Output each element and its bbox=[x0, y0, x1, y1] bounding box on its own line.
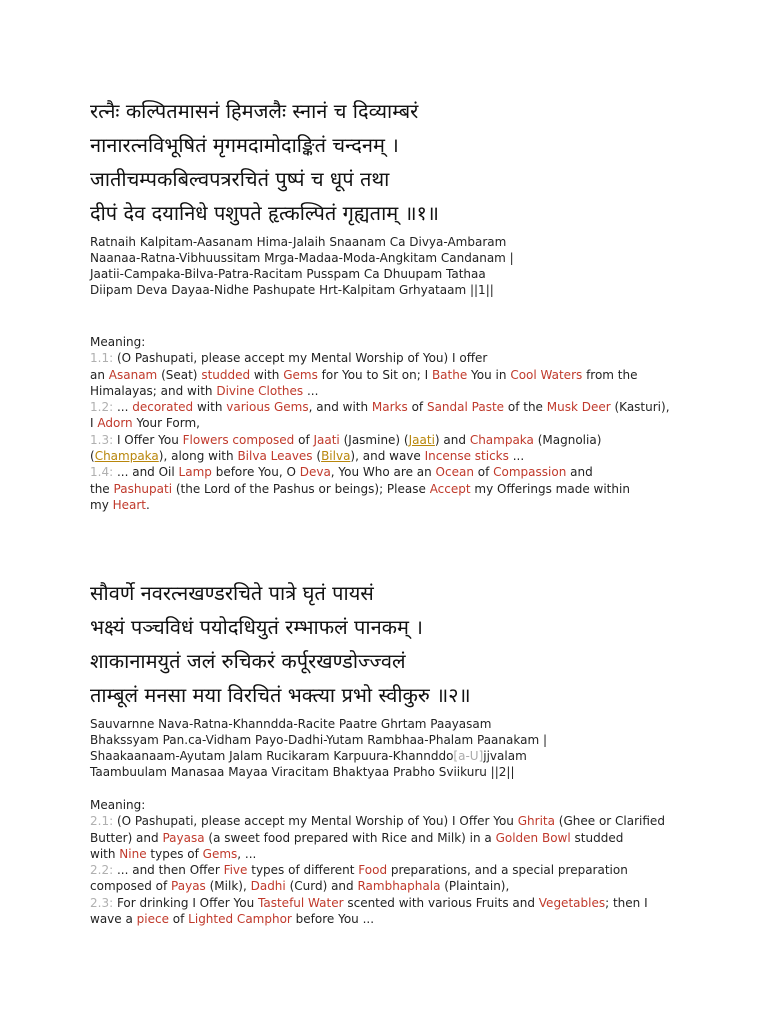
meaning-line bbox=[90, 464, 730, 480]
text: (O Pashupati, please accept my Mental Worship of You) I offer bbox=[113, 351, 488, 366]
term-gems: Gems bbox=[202, 846, 238, 861]
term-ocean: Ocean bbox=[435, 465, 474, 480]
text: ... bbox=[508, 449, 525, 464]
term-flowers-composed: Flowers composed bbox=[182, 432, 295, 447]
text: jjvalam bbox=[483, 749, 527, 763]
line-number: 1.4: bbox=[90, 465, 114, 480]
text: an bbox=[90, 367, 109, 382]
text: from the bbox=[582, 367, 638, 382]
term-bilva-leaves: Bilva Leaves bbox=[237, 449, 313, 464]
verse-2-transliteration bbox=[90, 716, 730, 780]
meaning-line bbox=[90, 432, 730, 448]
term-golden-bowl: Golden Bowl bbox=[495, 830, 571, 845]
term-sandal-paste: Sandal Paste bbox=[426, 400, 505, 415]
term-pashupati: Pashupati bbox=[113, 481, 173, 496]
term-deva: Deva bbox=[299, 465, 331, 480]
meaning-line bbox=[90, 911, 730, 927]
line-number: 1.1: bbox=[90, 351, 114, 366]
line-number: 2.1: bbox=[90, 814, 114, 829]
text: and bbox=[566, 465, 593, 480]
term-compassion: Compassion bbox=[493, 465, 567, 480]
line-number: 1.3: bbox=[90, 432, 114, 447]
translit-line: Diipam Deva Dayaa-Nidhe Pashupate Hrt-Kalpitam Grhyataam ||1|| bbox=[90, 283, 494, 297]
text: composed of bbox=[90, 879, 172, 894]
text: ... and then Offer bbox=[113, 863, 224, 878]
verse-2-devanagari-line: भक्ष्यं पञ्चविधं पयोदधियुतं रम्भाफलं पानकम् । bbox=[90, 615, 423, 639]
meaning-line bbox=[90, 830, 730, 846]
text: my bbox=[90, 497, 113, 512]
text: (O Pashupati, please accept my Mental Worship of You) I Offer You bbox=[113, 814, 518, 829]
translit-line: Bhakssyam Pan.ca-Vidham Payo-Dadhi-Yutam Rambhaa-Phalam Paanakam | bbox=[90, 733, 548, 747]
term-five: Five bbox=[223, 863, 248, 878]
term-musk-deer: Musk Deer bbox=[546, 400, 611, 415]
meaning-line bbox=[90, 448, 730, 464]
translit-line: Jaatii-Campaka-Bilva-Patra-Racitam Pusspam Ca Dhuupam Tathaa bbox=[90, 267, 486, 281]
verse-1-devanagari-line: जातीचम्पकबिल्वपत्ररचितं पुष्पं च धूपं तथा bbox=[90, 167, 390, 191]
line-number: 2.3: bbox=[90, 895, 114, 910]
text: (the Lord of the Pashus or beings); Please bbox=[172, 481, 430, 496]
text: , and with bbox=[308, 400, 372, 415]
text: of bbox=[407, 400, 427, 415]
text: ), along with bbox=[158, 449, 238, 464]
text: (Kasturi), bbox=[610, 400, 670, 415]
term-lamp: Lamp bbox=[178, 465, 212, 480]
translit-line: Naanaa-Ratna-Vibhuussitam Mrga-Madaa-Moda-Angkitam Candanam | bbox=[90, 251, 514, 265]
term-various-gems: various Gems bbox=[226, 400, 309, 415]
verse-1-devanagari-line: दीपं देव दयानिधे पशुपते हृत्कल्पितं गृह्यताम् ॥१॥ bbox=[90, 201, 439, 225]
text: preparations, and a special preparation bbox=[387, 863, 628, 878]
text: . bbox=[146, 497, 150, 512]
text: wave a bbox=[90, 912, 137, 927]
text: (Jasmine) ( bbox=[339, 432, 409, 447]
text: scented with various Fruits and bbox=[343, 895, 539, 910]
link-jaati[interactable]: Jaati bbox=[408, 432, 435, 447]
line-number: 2.2: bbox=[90, 863, 114, 878]
verse-1-transliteration bbox=[90, 234, 730, 298]
text: ; then I bbox=[605, 895, 648, 910]
term-food: Food bbox=[358, 863, 388, 878]
term-cool-waters: Cool Waters bbox=[510, 367, 583, 382]
verse-2-meaning bbox=[90, 797, 730, 927]
text: You in bbox=[467, 367, 511, 382]
line-number: 1.2: bbox=[90, 400, 114, 415]
term-nine: Nine bbox=[119, 846, 147, 861]
text: (Magnolia) bbox=[533, 432, 602, 447]
verse-2-devanagari-line: शाकानामयुतं जलं रुचिकरं कर्पूरखण्डोज्ज्वलं bbox=[90, 649, 406, 673]
meaning-line bbox=[90, 383, 730, 399]
text: with bbox=[193, 400, 227, 415]
link-bilva[interactable]: Bilva bbox=[321, 449, 351, 464]
text: (Curd) and bbox=[285, 879, 358, 894]
verse-1-devanagari-line: नानारत्नविभूषितं मृगमदामोदाङ्कितं चन्दनम् । bbox=[90, 133, 399, 157]
meaning-line bbox=[90, 367, 730, 383]
text: ... bbox=[303, 383, 319, 398]
text: with bbox=[90, 846, 120, 861]
text: For drinking I Offer You bbox=[113, 895, 259, 910]
text: ( bbox=[90, 449, 95, 464]
text-variant: [a-U] bbox=[453, 749, 484, 763]
term-lighted-camphor: Lighted Camphor bbox=[188, 912, 292, 927]
text: of bbox=[294, 432, 314, 447]
text: Shaakaanaam-Ayutam Jalam Rucikaram Karpuura-Khannddo bbox=[90, 749, 454, 763]
text: the bbox=[90, 481, 114, 496]
meaning-line bbox=[90, 846, 730, 862]
verse-1-devanagari bbox=[90, 94, 730, 230]
meaning-line bbox=[90, 895, 730, 911]
text: (a sweet food prepared with Rice and Milk) in a bbox=[204, 830, 496, 845]
verse-1-devanagari-line: रत्नैः कल्पितमासनं हिमजलैः स्नानं च दिव्याम्बरं bbox=[90, 99, 419, 123]
term-accept: Accept bbox=[429, 481, 471, 496]
term-ghrita: Ghrita bbox=[517, 814, 555, 829]
term-vegetables: Vegetables bbox=[538, 895, 606, 910]
text: I Offer You bbox=[113, 432, 183, 447]
term-divine-clothes: Divine Clothes bbox=[216, 383, 304, 398]
verse-2-devanagari-line: सौवर्णे नवरत्नखण्डरचिते पात्रे घृतं पायसं bbox=[90, 581, 374, 605]
translit-line: Ratnaih Kalpitam-Aasanam Hima-Jalaih Snaanam Ca Divya-Ambaram bbox=[90, 235, 507, 249]
text: I bbox=[90, 416, 98, 431]
text: my Offerings made within bbox=[470, 481, 630, 496]
translit-line: Sauvarnne Nava-Ratna-Khanndda-Racite Paatre Ghrtam Paayasam bbox=[90, 717, 492, 731]
meaning-label: Meaning: bbox=[90, 798, 146, 812]
verse-2-devanagari-line: ताम्बूलं मनसा मया विरचितं भक्त्या प्रभो स्वीकुरु ॥२॥ bbox=[90, 683, 471, 707]
meaning-line bbox=[90, 497, 730, 513]
term-gems: Gems bbox=[283, 367, 318, 382]
text: (Milk), bbox=[205, 879, 251, 894]
verse-2-devanagari bbox=[90, 576, 730, 712]
term-heart: Heart bbox=[112, 497, 147, 512]
text: studded bbox=[570, 830, 624, 845]
text: of the bbox=[504, 400, 547, 415]
meaning-label: Meaning: bbox=[90, 335, 146, 349]
verse-1-meaning bbox=[90, 334, 730, 513]
term-studded: studded bbox=[201, 367, 251, 382]
text: ) and bbox=[434, 432, 470, 447]
term-asanam: Asanam bbox=[108, 367, 158, 382]
term-champaka: Champaka bbox=[469, 432, 534, 447]
term-piece: piece bbox=[136, 912, 169, 927]
meaning-line bbox=[90, 878, 730, 894]
translit-line bbox=[90, 748, 730, 764]
text: ... bbox=[113, 400, 133, 415]
text: , ... bbox=[237, 846, 257, 861]
text: ... and Oil bbox=[113, 465, 179, 480]
meaning-line bbox=[90, 350, 730, 366]
meaning-line bbox=[90, 862, 730, 878]
term-dadhi: Dadhi bbox=[250, 879, 286, 894]
text: , You Who are an bbox=[330, 465, 436, 480]
text: ), and wave bbox=[350, 449, 425, 464]
meaning-line bbox=[90, 481, 730, 497]
term-marks: Marks bbox=[371, 400, 408, 415]
text: with bbox=[250, 367, 284, 382]
text: ( bbox=[312, 449, 322, 464]
text: Butter) and bbox=[90, 830, 163, 845]
text: (Ghee or Clarified bbox=[554, 814, 665, 829]
term-adorn: Adorn bbox=[97, 416, 133, 431]
meaning-line bbox=[90, 813, 730, 829]
link-champaka[interactable]: Champaka bbox=[94, 449, 159, 464]
text: types of bbox=[146, 846, 203, 861]
text: before You ... bbox=[291, 912, 375, 927]
text: Himalayas; and with bbox=[90, 383, 217, 398]
text: for You to Sit on; I bbox=[317, 367, 432, 382]
text: types of different bbox=[247, 863, 359, 878]
text: (Plaintain), bbox=[440, 879, 510, 894]
term-jaati: Jaati bbox=[313, 432, 340, 447]
text: before You, O bbox=[211, 465, 300, 480]
term-decorated: decorated bbox=[132, 400, 194, 415]
text: (Seat) bbox=[157, 367, 202, 382]
text: Your Form, bbox=[132, 416, 200, 431]
meaning-line bbox=[90, 415, 730, 431]
term-payasa: Payasa bbox=[162, 830, 205, 845]
term-rambhaphala: Rambhaphala bbox=[357, 879, 441, 894]
translit-line: Taambuulam Manasaa Mayaa Viracitam Bhaktyaa Prabho Sviikuru ||2|| bbox=[90, 765, 515, 779]
term-incense-sticks: Incense sticks bbox=[424, 449, 509, 464]
term-bathe: Bathe bbox=[431, 367, 468, 382]
text: of bbox=[473, 465, 494, 480]
text: of bbox=[168, 912, 189, 927]
term-payas: Payas bbox=[171, 879, 206, 894]
meaning-line bbox=[90, 399, 730, 415]
term-tasteful-water: Tasteful Water bbox=[258, 895, 344, 910]
